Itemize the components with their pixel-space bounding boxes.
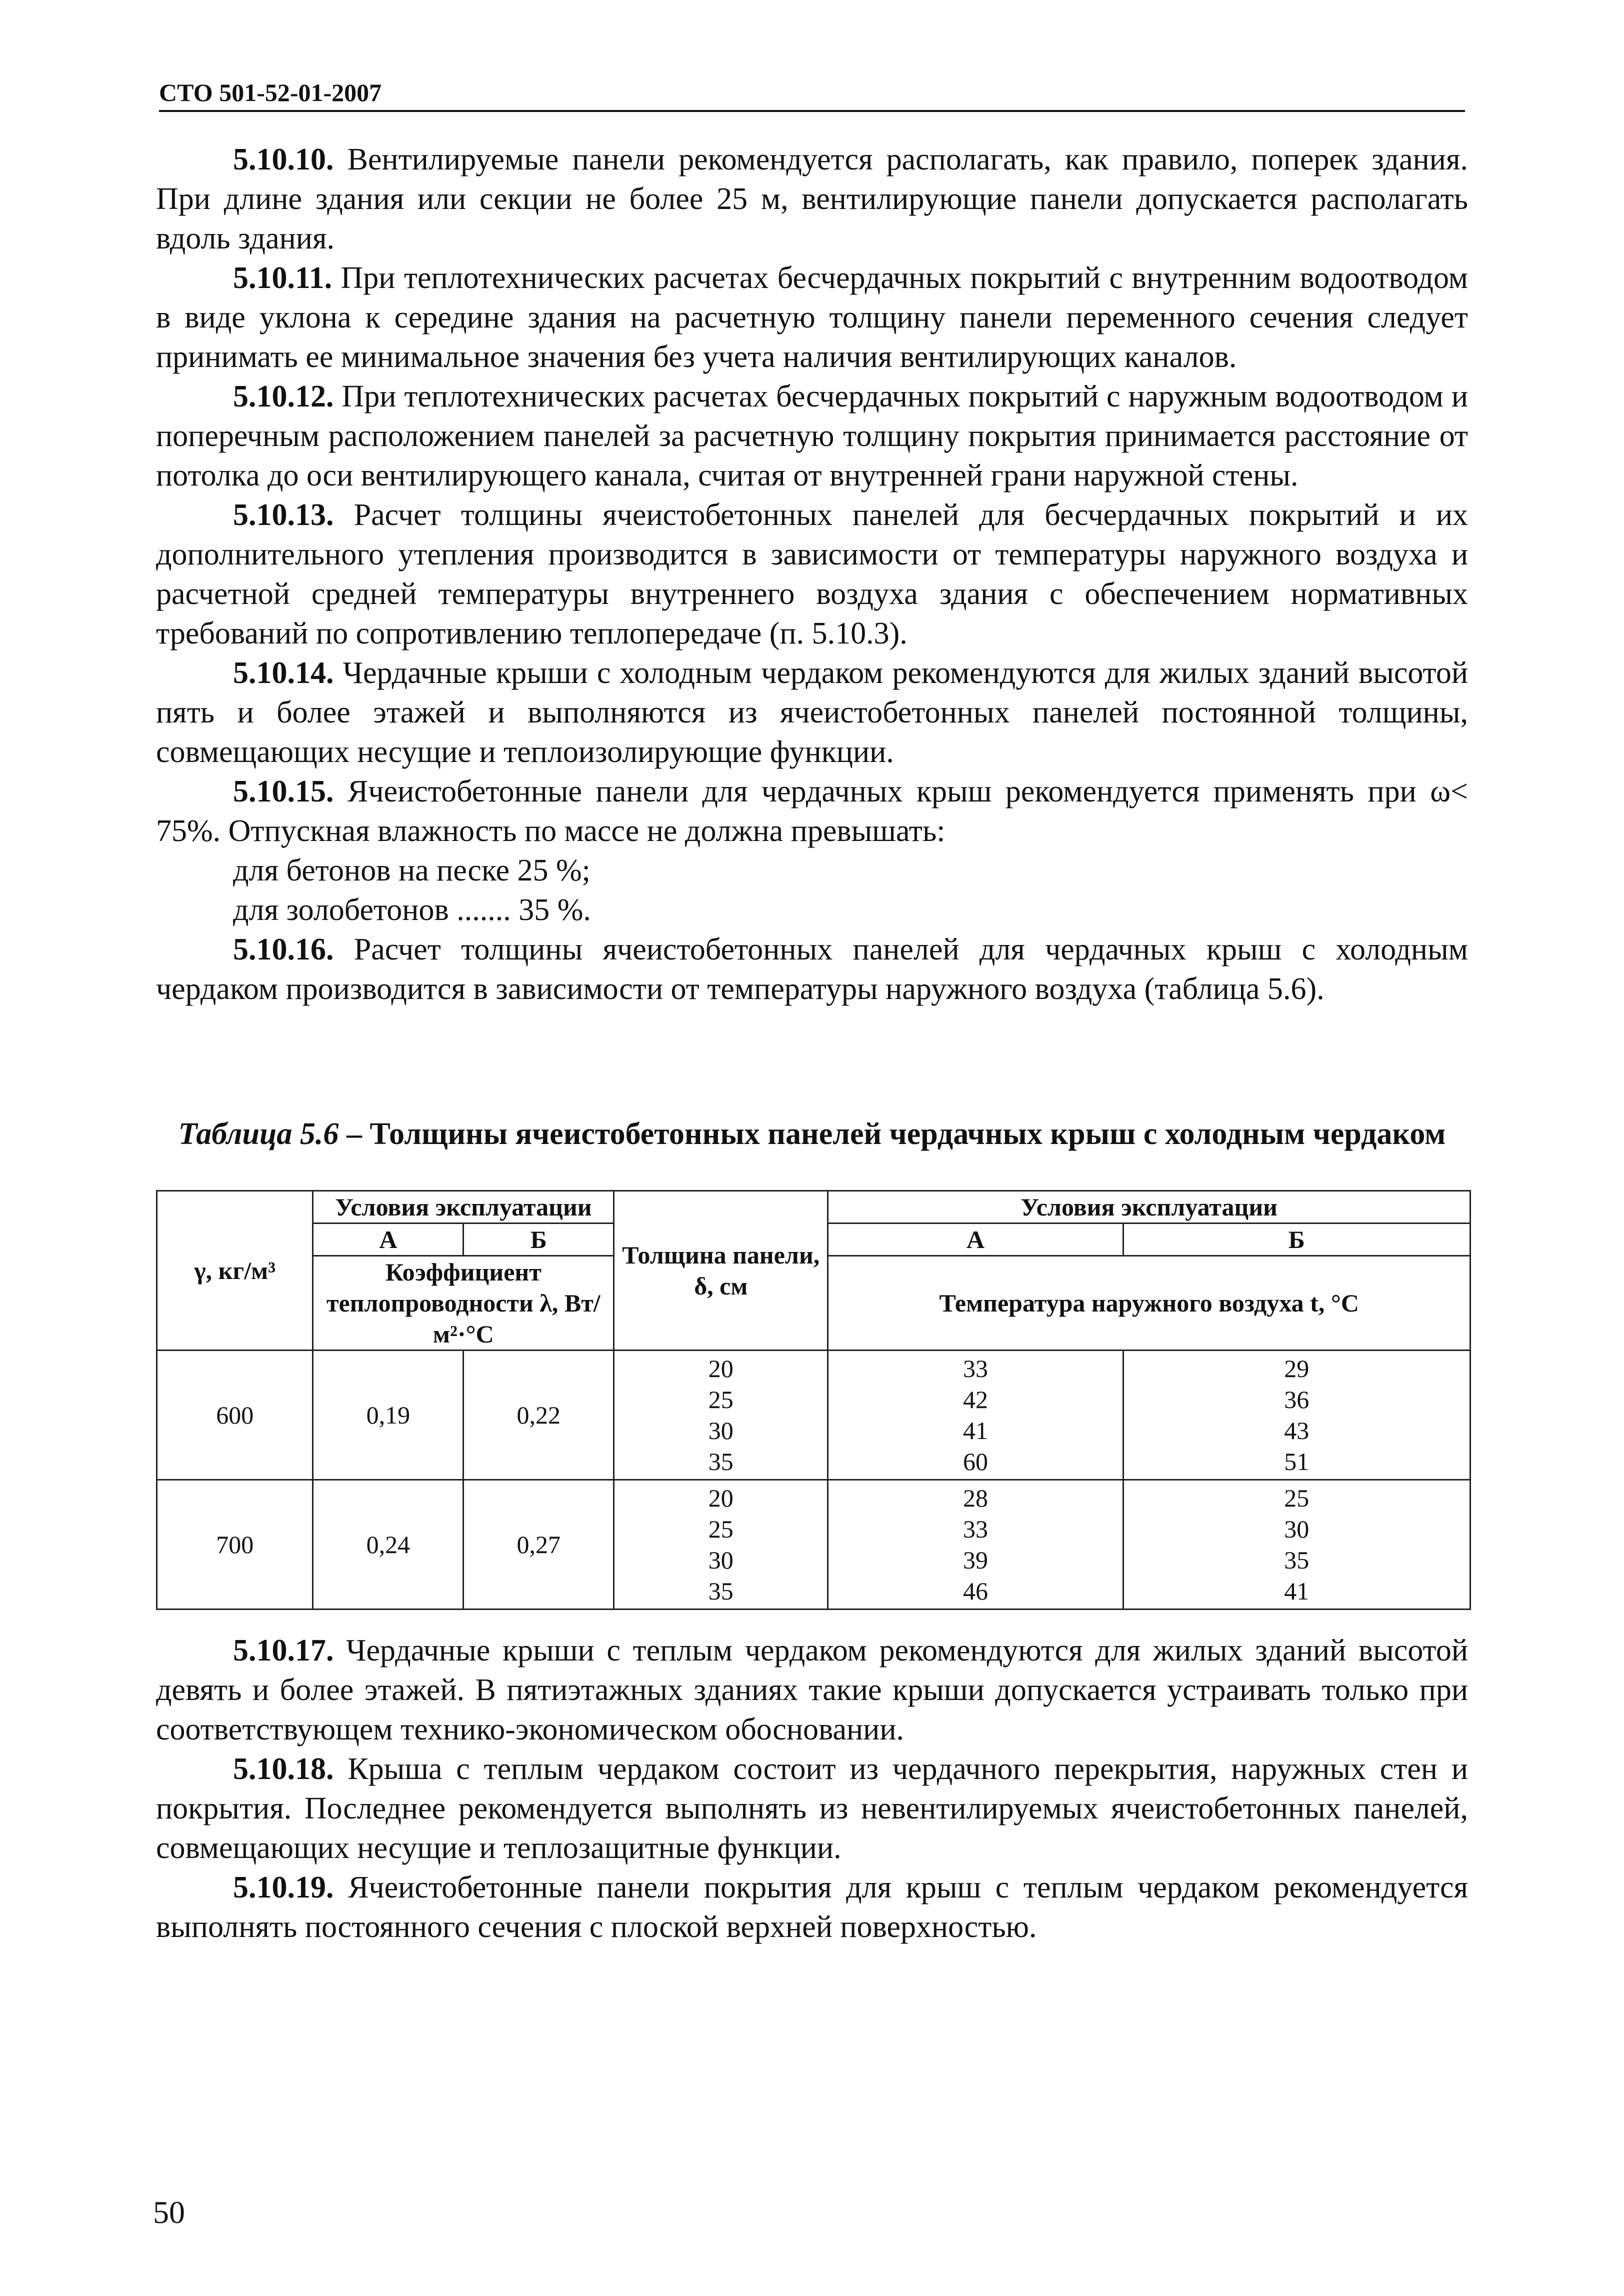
paragraph-5-10-14: 5.10.14. Чердачные крыши с холодным чердаком рекомендуются для жилых зданий высотой пять и более этажей и выполняются из ячеистобетонных панелей постоянной толщины, совмещающих несущие и теплоизолирующие функции.: [156, 656, 1468, 769]
density-header: γ, кг/м³: [157, 1191, 313, 1350]
temperature-a-cell: 28 33 39 46: [828, 1480, 1123, 1610]
table-caption: Таблица 5.6 – Толщины ячеистобетонных панелей чердачных крыш с холодным чердаком: [178, 1117, 1446, 1151]
thickness-cell: 20 25 30 35: [614, 1480, 828, 1610]
lambda-a-cell: 0,19: [313, 1350, 464, 1480]
thickness-table: [156, 1190, 1471, 1610]
paragraph-5-10-11: 5.10.11. При теплотехнических расчетах бесчердачных покрытий с внутренним водоотводом в виде уклона к середине здания на расчетную толщину панели переменного сечения следует принимать ее минимальное значения без учета наличия вентилирующих каналов.: [156, 261, 1468, 374]
paragraph-5-10-17: 5.10.17. Чердачные крыши с теплым чердаком рекомендуются для жилых зданий высотой девять и более этажей. В пятиэтажных зданиях такие крыши допускается устраивать только при соответствующем технико-экономическом обосновании.: [156, 1634, 1468, 1746]
temperature-a-cell: 33 42 41 60: [828, 1350, 1123, 1480]
paragraph-5-10-13: 5.10.13. Расчет толщины ячеистобетонных панелей для бесчердачных покрытий и их дополнительного утепления производится в зависимости от температуры наружного воздуха и расчетной средней температуры внутреннего воздуха здания с обеспечением нормативных требований по сопротивлению теплопередаче (п. 5.10.3).: [156, 498, 1468, 650]
lambda-b-cell: 0,22: [464, 1350, 614, 1480]
condition-a-header-left: А: [313, 1224, 464, 1256]
conditions-header-right: Условия эксплуатации: [828, 1191, 1470, 1224]
lambda-a-cell: 0,24: [313, 1480, 464, 1610]
paragraph-5-10-19: 5.10.19. Ячеистобетонные панели покрытия для крыш с теплым чердаком рекомендуется выполнять постоянного сечения с плоской верхней поверхностью.: [156, 1870, 1468, 1944]
condition-b-header-left: Б: [464, 1224, 614, 1256]
paragraph-5-10-16: 5.10.16. Расчет толщины ячеистобетонных панелей для чердачных крыш с холодным чердаком производится в зависимости от температуры наружного воздуха (таблица 5.6).: [156, 932, 1468, 1006]
moisture-limit-ash: для золобетонов ....... 35 %.: [233, 893, 591, 927]
body-top: [156, 140, 1468, 1009]
table-row: [157, 1480, 1470, 1610]
thickness-header: Толщина панели, δ, см: [614, 1191, 828, 1350]
table-row: [157, 1350, 1470, 1480]
density-cell: 700: [157, 1480, 313, 1610]
paragraph-5-10-12: 5.10.12. При теплотехнических расчетах бесчердачных покрытий с наружным водоотводом и поперечным расположением панелей за расчетную толщину покрытия принимается расстояние от потолка до оси вентилирующего канала, считая от внутренней грани наружной стены.: [156, 380, 1468, 492]
conductivity-header: Коэффициент теплопроводности λ, Вт/м²·°С: [313, 1256, 614, 1350]
moisture-limit-sand: для бетонов на песке 25 %;: [233, 854, 590, 888]
temperature-header: Температура наружного воздуха t, °С: [828, 1256, 1470, 1350]
lambda-b-cell: 0,27: [464, 1480, 614, 1610]
paragraph-5-10-15: 5.10.15. Ячеистобетонные панели для чердачных крыш рекомендуется применять при ω< 75%. Отпускная влажность по массе не должна превышать:: [156, 774, 1468, 848]
paragraph-5-10-18: 5.10.18. Крыша с теплым чердаком состоит из чердачного перекрытия, наружных стен и покрытия. Последнее рекомендуется выполнять из невентилируемых ячеистобетонных панелей, совмещающих несущие и теплозащитные функции.: [156, 1752, 1468, 1865]
condition-a-header-right: А: [828, 1224, 1123, 1256]
page-number: 50: [153, 2194, 185, 2230]
body-bottom: [156, 1631, 1468, 1947]
thickness-cell: 20 25 30 35: [614, 1350, 828, 1480]
paragraph-5-10-10: 5.10.10. Вентилируемые панели рекомендуется располагать, как правило, поперек здания. При длине здания или секции не более 25 м, вентилирующие панели допускается располагать вдоль здания.: [156, 142, 1468, 256]
temperature-b-cell: 29 36 43 51: [1123, 1350, 1470, 1480]
document-code: СТО 501-52-01-2007: [159, 78, 382, 106]
conditions-header-left: Условия эксплуатации: [313, 1191, 614, 1224]
running-header: [159, 75, 1465, 112]
condition-b-header-right: Б: [1123, 1224, 1470, 1256]
temperature-b-cell: 25 30 35 41: [1123, 1480, 1470, 1610]
density-cell: 600: [157, 1350, 313, 1480]
